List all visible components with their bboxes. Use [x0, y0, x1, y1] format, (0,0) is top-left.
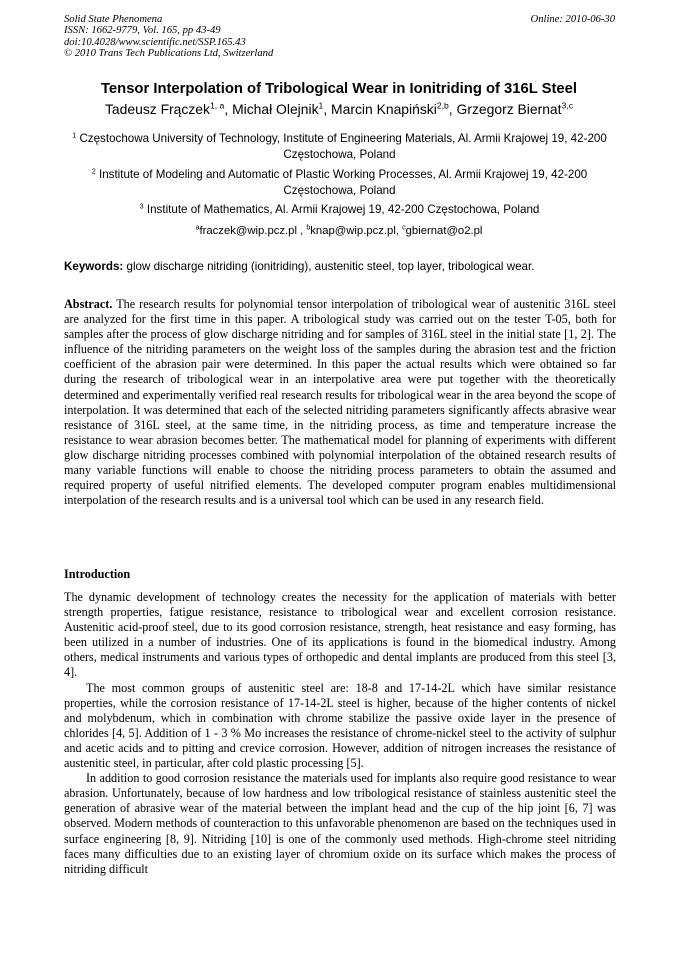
author-sup: 3,c	[561, 100, 574, 111]
author-sup: 2,b	[436, 100, 449, 111]
author-list: Tadeusz Frączek$^{1, a}$, Michał Olejnik$^1$, Marcin Knapiński$^{2,b}$, Grzegorz Biernat$^{3,c}$	[104, 100, 574, 117]
email-address: gbiernat@o2.pl	[405, 225, 483, 237]
journal-issn: ISSN: 1662-9779, Vol. 165, pp 43-49	[64, 25, 221, 37]
email-sup: c	[402, 224, 406, 232]
email-address: knap@wip.pcz.pl	[310, 225, 396, 237]
journal-name: Solid State Phenomena	[64, 14, 163, 25]
author-name: Grzegorz Biernat	[456, 101, 562, 117]
journal-copyright: © 2010 Trans Tech Publications Ltd, Switzerland	[64, 48, 274, 60]
author-name: Tadeusz Frączek	[104, 101, 210, 117]
paragraph: In addition to good corrosion resistance the materials used for implants also require good resistance to wear abrasion. Unfortunately, because of low hardness and low tribological resistance of stainless austenitic steel the generation of abrasive wear of the material between the implant head and the cup of the hip joint [6, 7] was observed. Modern methods of counteraction to this unfavorable phenomenon are based on the techniques used in surface engineering [8, 9]. Nitriding [10] is one of the commonly used methods. High-chrome steel nitriding faces many difficulties due to an existing layer of chromium oxide on its surface which makes the process of nitriding difficult	[64, 771, 616, 876]
online-date: Online: 2010-06-30	[530, 14, 615, 25]
email-list: $^a$fraczek@wip.pcz.pl , $^b$knap@wip.pcz.pl, $^c$gbiernat@o2.pl	[195, 224, 483, 237]
journal-header	[64, 14, 273, 60]
affiliation-sup: 3	[139, 201, 144, 211]
author-name: Michał Olejnik	[232, 101, 319, 117]
abstract	[64, 297, 616, 508]
affiliation-3	[64, 202, 615, 218]
paper-title: Tensor Interpolation of Tribological Wear in Ionitriding of 316L Steel	[100, 81, 577, 97]
email-address: fraczek@wip.pcz.pl	[199, 225, 297, 237]
introduction-body	[64, 590, 616, 877]
paragraph: The most common groups of austenitic steel are: 18-8 and 17-14-2L which have similar resistance properties, while the corrosion resistance of 17-14-2L steel is higher, because of the higher contents of nickel and molybdenum, which in combination with chrome stabilize the passive oxide layer in the presence of chlorides [4, 5]. Addition of 1 - 3 % Mo increases the resistance of chrome-nickel steel to the activity of sulphur and acetic acids and to pitting and crevice corrosion. However, addition of nitrogen increases the resistance of austenitic steel, in particular, after cold plastic processing [5].	[64, 680, 616, 771]
email-sup: a	[195, 224, 200, 232]
paragraph: The dynamic development of technology creates the necessity for the application of materials with better strength properties, fatigue resistance, resistance to tribological wear and excellent corrosion resistance. Austenitic acid-proof steel, due to its good corrosion resistance, strength, heat resistance and easy forming, has been utilized in a number of industries. One of its applications is found in the biomedical industry. Among others, medical instruments and various types of orthopedic and dental implants are produced from this steel [3, 4].	[64, 590, 616, 680]
affiliation-sup: 1	[72, 130, 77, 140]
affiliation-text: Institute of Mathematics, Al. Armii Krajowej 19, 42-200 Częstochowa, Poland	[146, 203, 540, 216]
author-sup: 1, a	[209, 100, 225, 111]
section-heading-introduction: Introduction	[64, 567, 131, 581]
abstract-label: Abstract.	[64, 297, 113, 311]
affiliation-text: Institute of Modeling and Automatic of Plastic Working Processes, Al. Armii Krajowej 19, 42-200 Częstochowa, Poland	[98, 168, 588, 197]
affiliation-sup: 2	[91, 166, 96, 176]
affiliation-2	[64, 167, 615, 199]
abstract-text: The research results for polynomial tensor interpolation of tribological wear of austenitic 316L steel are analyzed for the first time in this paper. A tribological study was carried out on the tester T-05, both for samples after the process of glow discharge nitriding and for samples of 316L steel in the initial state [1, 2]. The influence of the nitriding parameters on the weight loss of the samples during the abrasion test and the friction coefficient of the abrasion pair were determined. In this paper the actual results which were obtained so far during the research of tribological wear in an interpolative area were put together with the theoretically determined and experimentally verified real research results for tribological wear in the area beyond the scope of interpolation. It was determined that each of the selected nitriding parameters significantly affects abrasive wear resistance of 316L steel, at the same time, in the nitriding process, as time and temperature increase the resistance to wear abrasion becomes better. The mathematical model for planning of experiments with different glow discharge nitriding processes combined with polynomial interpolation of the obtained research results of many variable functions will enable to choose the nitriding process parameters to obtain the assumed and required property of useful nitrified elements. The developed computer program enables multidimensional interpolation of the research results and is a universal tool which can be used in any research field.	[64, 297, 616, 508]
keywords-label: Keywords:	[64, 260, 124, 273]
author-sup: 1	[318, 100, 324, 111]
email-sup: b	[306, 224, 311, 232]
keywords-text: glow discharge nitriding (ionitriding), austenitic steel, top layer, tribological wear.	[126, 260, 535, 273]
affiliation-1	[64, 131, 615, 163]
journal-doi: doi:10.4028/www.scientific.net/SSP.165.43	[64, 36, 246, 48]
keywords	[64, 260, 616, 274]
affiliation-text: Częstochowa University of Technology, Institute of Engineering Materials, Al. Armii Krajowej 19, 42-200 Częstochowa, Poland	[79, 132, 607, 161]
author-name: Marcin Knapiński	[331, 101, 437, 117]
